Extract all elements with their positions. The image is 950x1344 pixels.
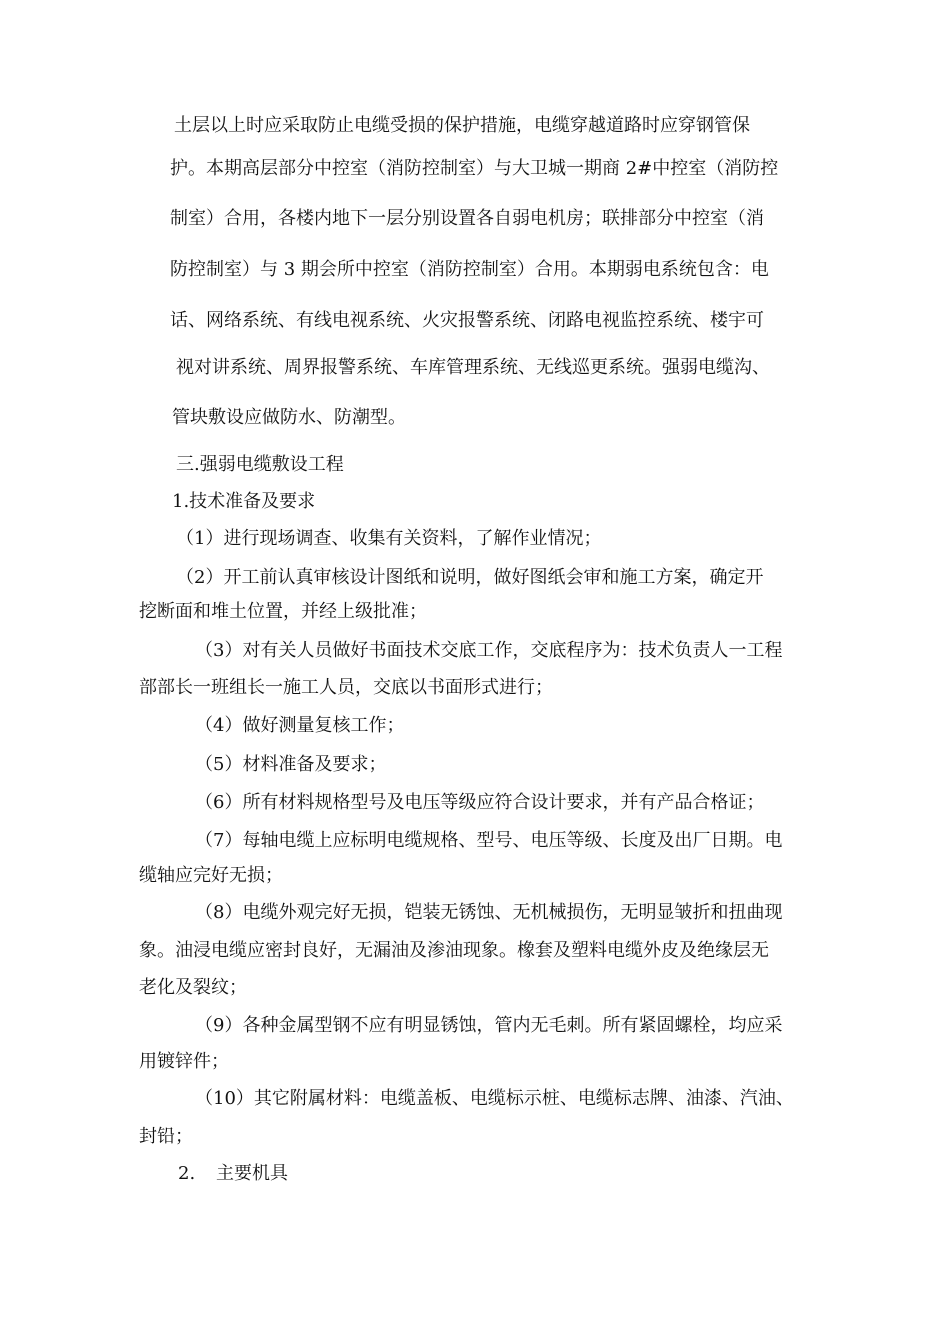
list-item-line: 缆轴应完好无损； (139, 865, 283, 886)
intro-line: 护。本期高层部分中控室（消防控制室）与大卫城一期商 2#中控室（消防控 (170, 158, 779, 179)
list-item-line: （2）开工前认真审核设计图纸和说明，做好图纸会审和施工方案，确定开 (176, 567, 764, 588)
subsection-heading: 1.技术准备及要求 (172, 491, 316, 512)
list-item-line: 部部长一班组长一施工人员，交底以书面形式进行； (139, 677, 553, 698)
list-item-line: 象。油浸电缆应密封良好，无漏油及渗油现象。橡套及塑料电缆外皮及绝缘层无 (139, 940, 769, 961)
list-item-line: （6）所有材料规格型号及电压等级应符合设计要求，并有产品合格证； (195, 792, 765, 813)
list-item-line: （5）材料准备及要求； (195, 754, 387, 775)
section-heading: 三.强弱电缆敷设工程 (176, 454, 344, 475)
list-item-line: （9）各种金属型钢不应有明显锈蚀，管内无毛刺。所有紧固螺栓，均应采 (195, 1015, 783, 1036)
intro-line: 制室）合用，各楼内地下一层分别设置各自弱电机房；联排部分中控室（消 (170, 208, 764, 229)
intro-line: 话、网络系统、有线电视系统、火灾报警系统、闭路电视监控系统、楼宇可 (170, 310, 764, 331)
list-item-line: 老化及裂纹； (139, 977, 247, 998)
list-item-line: （4）做好测量复核工作； (195, 715, 405, 736)
list-item-line: （7）每轴电缆上应标明电缆规格、型号、电压等级、长度及出厂日期。电 (195, 830, 783, 851)
intro-line: 防控制室）与 3 期会所中控室（消防控制室）合用。本期弱电系统包含：电 (170, 259, 769, 280)
subsection-heading: 主要机具 (216, 1163, 288, 1184)
intro-line: 土层以上时应采取防止电缆受损的保护措施，电缆穿越道路时应穿钢管保 (174, 115, 750, 136)
intro-line: 管块敷设应做防水、防潮型。 (172, 407, 406, 428)
list-item-line: （3）对有关人员做好书面技术交底工作，交底程序为：技术负责人一工程 (195, 640, 783, 661)
list-item-line: 挖断面和堆土位置，并经上级批准； (139, 601, 427, 622)
subsection-number: 2. (178, 1163, 196, 1184)
list-item-line: 封铅； (139, 1126, 193, 1147)
intro-line: 视对讲系统、周界报警系统、车库管理系统、无线巡更系统。强弱电缆沟、 (176, 357, 770, 378)
list-item-line: 用镀锌件； (139, 1051, 229, 1072)
list-item-line: （8）电缆外观完好无损，铠装无锈蚀、无机械损伤，无明显皱折和扭曲现 (195, 902, 783, 923)
list-item-line: （1）进行现场调查、收集有关资料，了解作业情况； (176, 528, 602, 549)
list-item-line: （10）其它附属材料：电缆盖板、电缆标示桩、电缆标志牌、油漆、汽油、 (195, 1088, 794, 1109)
